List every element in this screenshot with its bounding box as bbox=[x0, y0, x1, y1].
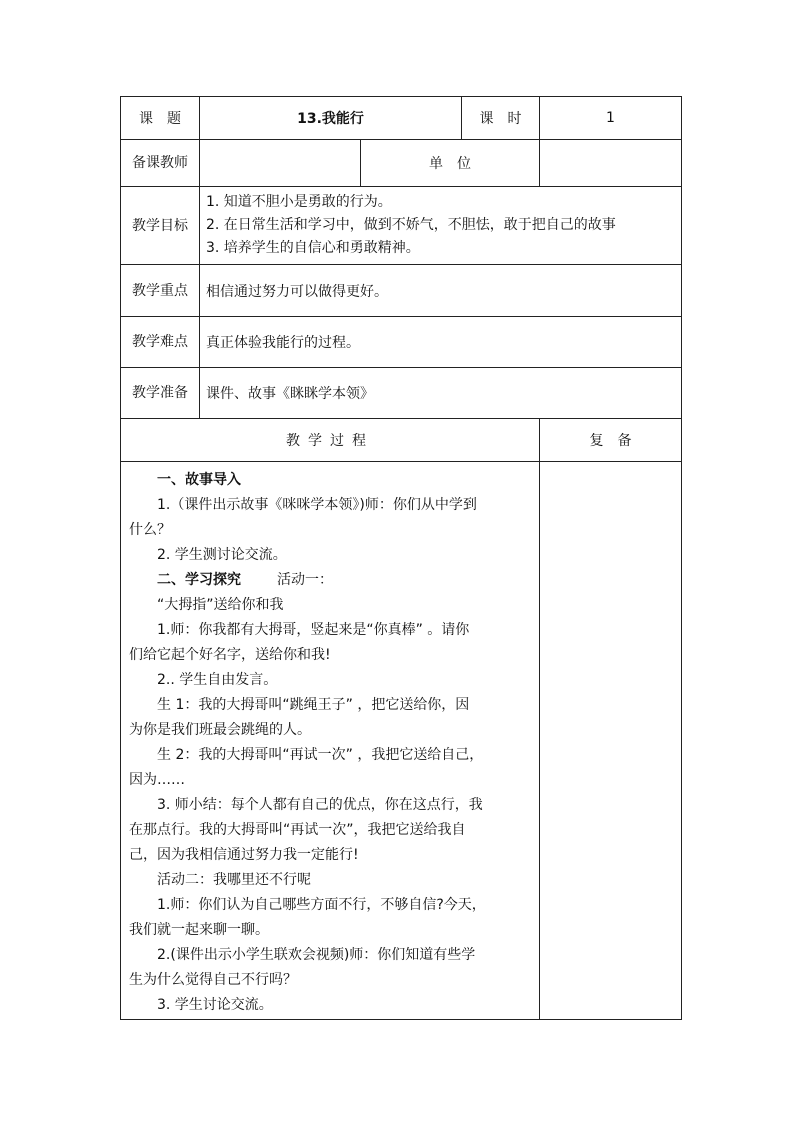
process-line: 生 1：我的大拇哥叫“跳绳王子” ，把它送给你，因 bbox=[157, 697, 470, 713]
activity-label: 活动一： bbox=[277, 572, 333, 588]
row-process-header bbox=[121, 419, 682, 462]
review-header: 复 备 bbox=[540, 419, 682, 462]
row-teacher bbox=[121, 140, 682, 187]
process-line: 生 2：我的大拇哥叫“再试一次” ，我把它送给自己， bbox=[157, 747, 484, 763]
process-line: 生为什么觉得自己不行吗？ bbox=[129, 972, 297, 988]
period-label: 课 时 bbox=[462, 97, 540, 140]
process-line: 为你是我们班最会跳绳的人。 bbox=[129, 722, 311, 738]
preparation-value: 课件、故事《眯眯学本领》 bbox=[200, 368, 682, 419]
goals-label: 教学目标 bbox=[121, 187, 200, 265]
section-title: 一、故事导入 bbox=[157, 472, 241, 488]
row-key-point bbox=[121, 265, 682, 317]
lesson-plan-table bbox=[120, 96, 682, 1020]
unit-value bbox=[540, 140, 682, 187]
process-line: 2. 学生测讨论交流。 bbox=[157, 547, 287, 563]
process-line: 3. 学生讨论交流。 bbox=[157, 997, 273, 1013]
process-line: 1.（课件出示故事《咪咪学本领》)师：你们从中学到 bbox=[157, 497, 477, 513]
process-line: 们给它起个好名字，送给你和我! bbox=[129, 647, 331, 663]
row-goals bbox=[121, 187, 682, 265]
topic-value: 13.我能行 bbox=[200, 97, 462, 140]
process-line: 1.师：你们认为自己哪些方面不行，不够自信?今天， bbox=[157, 897, 486, 913]
teacher-label: 备课教师 bbox=[121, 140, 200, 187]
row-preparation bbox=[121, 368, 682, 419]
goals-content bbox=[200, 187, 682, 265]
teacher-value bbox=[200, 140, 361, 187]
process-line: 什么？ bbox=[129, 522, 171, 538]
difficulty-value: 真正体验我能行的过程。 bbox=[200, 317, 682, 368]
difficulty-label: 教学难点 bbox=[121, 317, 200, 368]
unit-label: 单 位 bbox=[361, 140, 540, 187]
row-topic bbox=[121, 97, 682, 140]
process-line: 2.. 学生自由发言。 bbox=[157, 672, 278, 688]
process-line: “大拇指”送给你和我 bbox=[157, 597, 284, 613]
row-difficulty bbox=[121, 317, 682, 368]
process-line: 2.(课件出示小学生联欢会视频)师：你们知道有些学 bbox=[157, 947, 476, 963]
row-process bbox=[121, 462, 682, 1020]
process-line: 在那点行。我的大拇哥叫“再试一次”，我把它送给我自 bbox=[129, 822, 466, 838]
goal-item: 2. 在日常生活和学习中，做到不娇气，不胆怯，敢于把自己的故事 bbox=[206, 217, 616, 233]
process-line: 我们就一起来聊一聊。 bbox=[129, 922, 269, 938]
section-title: 二、学习探究 bbox=[157, 572, 241, 588]
topic-label: 课 题 bbox=[121, 97, 200, 140]
process-line: 3. 师小结：每个人都有自己的优点，你在这点行，我 bbox=[157, 797, 483, 813]
process-line: 1.师：你我都有大拇哥，竖起来是“你真棒” 。请你 bbox=[157, 622, 470, 638]
key-point-label: 教学重点 bbox=[121, 265, 200, 317]
process-header: 教学过程 bbox=[121, 419, 540, 462]
process-line: 因为…… bbox=[129, 772, 185, 788]
process-line: 己，因为我相信通过努力我一定能行! bbox=[129, 847, 359, 863]
goal-item: 1. 知道不胆小是勇敢的行为。 bbox=[206, 194, 392, 210]
process-content bbox=[121, 462, 540, 1020]
key-point-value: 相信通过努力可以做得更好。 bbox=[200, 265, 682, 317]
goal-item: 3. 培养学生的自信心和勇敢精神。 bbox=[206, 240, 420, 256]
activity-label: 活动二：我哪里还不行呢 bbox=[157, 872, 311, 888]
period-value: 1 bbox=[540, 97, 682, 140]
review-content bbox=[540, 462, 682, 1020]
section-title-row bbox=[129, 568, 531, 593]
preparation-label: 教学准备 bbox=[121, 368, 200, 419]
